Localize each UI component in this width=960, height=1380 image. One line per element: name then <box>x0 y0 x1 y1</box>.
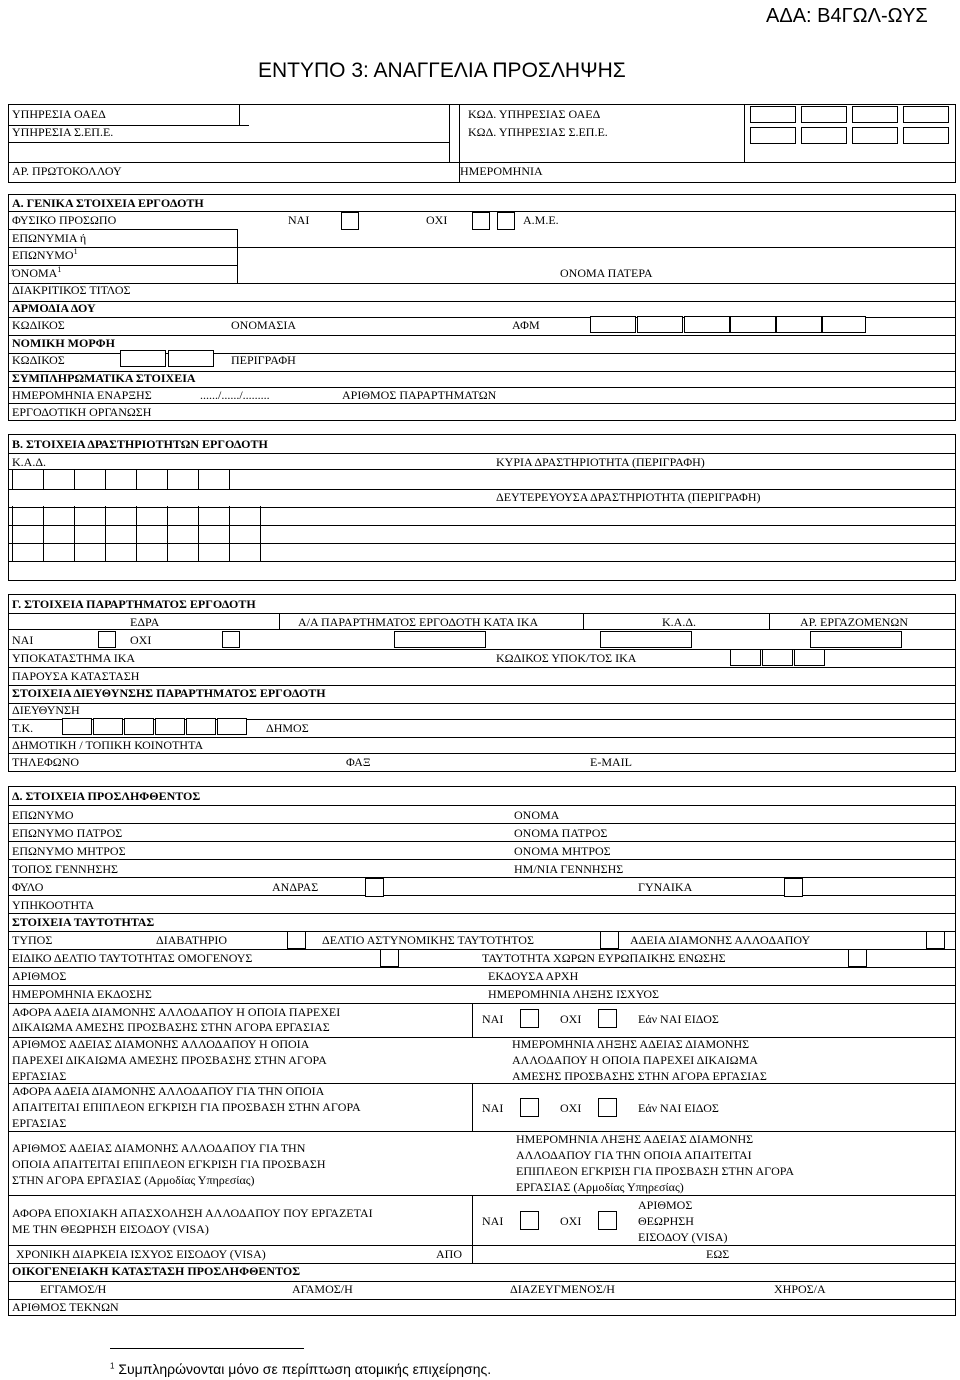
section-d <box>8 786 956 1316</box>
secondary-activity-label: ΔΕΥΤΕΡΕΥΟΥΣΑ ΔΡΑΣΤΗΡΙΟΤΗΤΑ (ΠΕΡΙΓΡΑΦΗ) <box>496 490 761 504</box>
start-date-label: ΗΜΕΡΟΜΗΝΙΑ ΕΝΑΡΞΗΣ <box>12 388 152 402</box>
hire-surname-label: ΕΠΩΝΥΜΟ <box>12 808 74 822</box>
branches-label: ΑΡΙΘΜΟΣ ΠΑΡΑΡΤΗΜΑΤΩΝ <box>342 388 497 402</box>
legal-form-code-label: ΚΩΔΙΚΟΣ <box>12 353 65 367</box>
branch-no-label: Α/Α ΠΑΡΑΡΤΗΜΑΤΟΣ ΕΡΓΟΔΟΤΗ ΚΑΤΑ ΙΚΑ <box>298 615 539 629</box>
oaed-label: ΥΠΗΡΕΣΙΑ ΟΑΕΔ <box>12 107 106 121</box>
natural-person-label: ΦΥΣΙΚΟ ΠΡΟΣΩΠΟ <box>12 213 117 227</box>
surname-label: ΕΠΩΝΥΜΟ$^1$ <box>12 247 78 262</box>
tk-label: Τ.Κ. <box>12 721 34 735</box>
phone-label: ΤΗΛΕΦΩΝΟ <box>12 755 80 769</box>
doy-code-label: ΚΩΔΙΚΟΣ <box>12 318 65 332</box>
passport-label: ΔΙΑΒΑΤΗΡΙΟ <box>156 933 228 947</box>
q1-yes-label: ΝΑΙ <box>482 1012 504 1026</box>
community-label: ΔΗΜΟΤΙΚΗ / ΤΟΠΙΚΗ ΚΟΙΝΟΤΗΤΑ <box>12 738 204 752</box>
e2-line-2: ΑΛΛΟΔΑΠΟΥ ΓΙΑ ΤΗΝ ΟΠΟΙΑ ΑΠΑΙΤΕΙΤΑΙ <box>516 1148 752 1162</box>
kad-c-input[interactable] <box>600 631 692 648</box>
section-b-title: Β. ΣΤΟΙΧΕΙΑ ΔΡΑΣΤΗΡΙΟΤΗΤΩΝ ΕΡΓΟΔΟΤΗ <box>12 437 268 451</box>
id-number-label: ΑΡΙΘΜΟΣ <box>12 969 67 983</box>
q2-yes-checkbox[interactable] <box>520 1098 539 1117</box>
legal-form-title: ΝΟΜΙΚΗ ΜΟΡΦΗ <box>12 336 115 350</box>
id-title: ΣΤΟΙΧΕΙΑ ΤΑΥΤΟΤΗΤΑΣ <box>12 915 155 929</box>
omogenis-checkbox[interactable] <box>380 949 399 967</box>
kad-c-label: Κ.Α.Δ. <box>662 615 697 629</box>
ika-branch-label: ΥΠΟΚΑΤΑΣΤΗΜΑ ΙΚΑ <box>12 651 136 665</box>
female-label: ΓΥΝΑΙΚΑ <box>638 880 693 894</box>
address-title: ΣΤΟΙΧΕΙΑ ΔΙΕΥΘΥΝΣΗΣ ΠΑΡΑΡΤΗΜΑΤΟΣ ΕΡΓΟΔΟΤΗ <box>12 686 326 700</box>
date-label: ΗΜΕΡΟΜΗΝΙΑ <box>460 164 543 178</box>
birthdate-label: ΗΜ/ΝΙΑ ΓΕΝΝΗΣΗΣ <box>514 862 624 876</box>
municipality-label: ΔΗΜΟΣ <box>266 721 309 735</box>
q2-no-label: ΟΧΙ <box>560 1101 582 1115</box>
fax-label: ΦΑΞ <box>346 755 371 769</box>
gender-label: ΦΥΛΟ <box>12 880 44 894</box>
omogenis-label: ΕΙΔΙΚΟ ΔΕΛΤΙΟ ΤΑΥΤΟΤΗΤΑΣ ΟΜΟΓΕΝΟΥΣ <box>12 951 253 965</box>
code-oaed-label: ΚΩΔ. ΥΠΗΡΕΣΙΑΣ ΟΑΕΔ <box>468 107 601 121</box>
section-a-title: Α. ΓΕΝΙΚΑ ΣΤΟΙΧΕΙΑ ΕΡΓΟΔΟΤΗ <box>12 196 204 210</box>
branch-no-input[interactable] <box>394 631 486 648</box>
visa-to-label: ΕΩΣ <box>706 1247 730 1261</box>
hire-father-surname-label: ΕΠΩΝΥΜΟ ΠΑΤΡΟΣ <box>12 826 123 840</box>
doy-name-label: ΟΝΟΜΑΣΙΑ <box>231 318 296 332</box>
seat-yes-label: ΝΑΙ <box>12 633 34 647</box>
footnote-separator <box>110 1348 304 1349</box>
n2-line-2: ΟΠΟΙΑ ΑΠΑΙΤΕΙΤΑΙ ΕΠΙΠΛΕΟΝ ΕΓΚΡΙΣΗ ΓΙΑ ΠΡΟΣΒΑΣΗ <box>12 1157 326 1171</box>
single-label: ΑΓΑΜΟΣ/Η <box>292 1282 353 1296</box>
q3-line-1: ΑΦΟΡΑ ΕΠΟΧΙΑΚΗ ΑΠΑΣΧΟΛΗΣΗ ΑΛΛΟΔΑΠΟΥ ΠΟΥ ΕΡΓΑΖΕΤΑΙ <box>12 1206 373 1220</box>
seat-yes-checkbox[interactable] <box>98 631 116 648</box>
sepe-label: ΥΠΗΡΕΣΙΑ Σ.ΕΠ.Ε. <box>12 125 114 139</box>
hire-father-name-label: ΟΝΟΜΑ ΠΑΤΡΟΣ <box>514 826 608 840</box>
visa-duration-label: ΧΡΟΝΙΚΗ ΔΙΑΡΚΕΙΑ ΙΣΧΥΟΣ ΕΙΣΟΔΟΥ (VISA) <box>16 1247 266 1261</box>
issuer-label: ΕΚΔΟΥΣΑ ΑΡΧΗ <box>488 969 579 983</box>
section-d-title: Δ. ΣΤΟΙΧΕΙΑ ΠΡΟΣΛΗΦΘΕΝΤΟΣ <box>12 789 201 803</box>
employees-input[interactable] <box>810 631 902 648</box>
seat-no-label: ΟΧΙ <box>130 633 152 647</box>
q2-line-2: ΑΠΑΙΤΕΙΤΑΙ ΕΠΙΠΛΕΟΝ ΕΓΚΡΙΣΗ ΓΙΑ ΠΡΟΣΒΑΣΗ ΣΤΗΝ ΑΓΟΡΑ <box>12 1100 361 1114</box>
n1-line-3: ΕΡΓΑΣΙΑΣ <box>12 1069 67 1083</box>
footnote: $^1$ Συμπληρώνονται μόνο σε περίπτωση ατομικής επιχείρησης. <box>110 1361 492 1377</box>
e1-line-1: ΗΜΕΡΟΜΗΝΙΑ ΛΗΞΗΣ ΑΔΕΙΑΣ ΔΙΑΜΟΝΗΣ <box>512 1037 750 1051</box>
hire-mother-surname-label: ΕΠΩΝΥΜΟ ΜΗΤΡΟΣ <box>12 844 126 858</box>
page-title: ΕΝΤΥΠΟ 3: ΑΝΑΓΓΕΛΙΑ ΠΡΟΣΛΗΨΗΣ <box>258 59 626 82</box>
q1-no-label: ΟΧΙ <box>560 1012 582 1026</box>
children-label: ΑΡΙΘΜΟΣ ΤΕΚΝΩΝ <box>12 1300 119 1314</box>
ika-code-label: ΚΩΔΙΚΟΣ ΥΠΟΚ/ΤΟΣ ΙΚΑ <box>496 651 637 665</box>
q3-yes-checkbox[interactable] <box>520 1211 539 1230</box>
n1-line-1: ΑΡΙΘΜΟΣ ΑΔΕΙΑΣ ΔΙΑΜΟΝΗΣ ΑΛΛΟΔΑΠΟΥ Η ΟΠΟΙΑ <box>12 1037 310 1051</box>
male-label: ΑΝΔΡΑΣ <box>272 880 319 894</box>
seat-label: ΕΔΡΑ <box>130 615 160 629</box>
section-b <box>8 434 956 581</box>
natural-person-yes-checkbox[interactable] <box>341 212 359 230</box>
afm-label: ΑΦΜ <box>512 318 540 332</box>
n2-line-1: ΑΡΙΘΜΟΣ ΑΔΕΙΑΣ ΔΙΑΜΟΝΗΣ ΑΛΛΟΔΑΠΟΥ ΓΙΑ ΤΗΝ <box>12 1141 306 1155</box>
eu-id-label: ΤΑΥΤΟΤΗΤΑ ΧΩΡΩΝ ΕΥΡΩΠΑΙΚΗΣ ΕΝΩΣΗΣ <box>482 951 726 965</box>
start-date-input[interactable]: ....../....../......... <box>200 388 270 402</box>
brand-or-label: ΕΠΩΝΥΜΙΑ ή <box>12 231 87 245</box>
distinct-title-label: ΔΙΑΚΡΙΤΙΚΟΣ ΤΙΤΛΟΣ <box>12 283 131 297</box>
q1-line-1: ΑΦΟΡΑ ΑΔΕΙΑ ΔΙΑΜΟΝΗΣ ΑΛΛΟΔΑΠΟΥ Η ΟΠΟΙΑ ΠΑΡΕΧΕΙ <box>12 1005 341 1019</box>
n1-line-2: ΠΑΡΕΧΕΙ ΔΙΚΑΙΩΜΑ ΑΜΕΣΗΣ ΠΡΟΣΒΑΣΗΣ ΣΤΗΝ ΑΓΟΡΑ <box>12 1053 327 1067</box>
natural-person-yes-label: ΝΑΙ <box>288 213 310 227</box>
q2-line-3: ΕΡΓΑΣΙΑΣ <box>12 1116 67 1130</box>
legal-form-code-box[interactable] <box>120 350 166 367</box>
q1-line-2: ΔΙΚΑΙΩΜΑ ΑΜΕΣΗΣ ΠΡΟΣΒΑΣΗΣ ΣΤΗΝ ΑΓΟΡΑ ΕΡΓΑΣΙΑΣ <box>12 1020 330 1034</box>
divorced-label: ΔΙΑΖΕΥΓΜΕΝΟΣ/Η <box>510 1282 615 1296</box>
q3-no-checkbox[interactable] <box>598 1211 617 1230</box>
q2-line-1: ΑΦΟΡΑ ΑΔΕΙΑ ΔΙΑΜΟΝΗΣ ΑΛΛΟΔΑΠΟΥ ΓΙΑ ΤΗΝ ΟΠΟΙΑ <box>12 1084 325 1098</box>
ame-label: Α.Μ.Ε. <box>523 213 559 227</box>
natural-person-no-label: ΟΧΙ <box>426 213 448 227</box>
married-label: ΕΓΓΑΜΟΣ/Η <box>40 1282 107 1296</box>
q3-no-label: ΟΧΙ <box>560 1214 582 1228</box>
eu-id-checkbox[interactable] <box>848 949 867 967</box>
residence-permit-label: ΑΔΕΙΑ ΔΙΑΜΟΝΗΣ ΑΛΛΟΔΑΠΟΥ <box>630 933 811 947</box>
legal-form-code-box-2[interactable] <box>168 350 214 367</box>
q1-yes-checkbox[interactable] <box>520 1009 539 1028</box>
doy-title: ΑΡΜΟΔΙΑ ΔΟΥ <box>12 301 96 315</box>
e1-line-2: ΑΛΛΟΔΑΠΟΥ Η ΟΠΟΙΑ ΠΑΡΕΧΕΙ ΔΙΚΑΙΩΜΑ <box>512 1053 758 1067</box>
visa-line-3: ΕΙΣΟΔΟΥ (VISA) <box>638 1230 728 1244</box>
nationality-label: ΥΠΗΚΟΟΤΗΤΑ <box>12 898 95 912</box>
expiry-date-label: ΗΜΕΡΟΜΗΝΙΑ ΛΗΞΗΣ ΙΣΧΥΟΣ <box>488 987 659 1001</box>
extra-title: ΣΥΜΠΛΗΡΩΜΑΤΙΚΑ ΣΤΟΙΧΕΙΑ <box>12 371 196 385</box>
org-label: ΕΡΓΟΔΟΤΙΚΗ ΟΡΓΑΝΩΣΗ <box>12 405 152 419</box>
hire-name-label: ΟΝΟΜΑ <box>514 808 560 822</box>
status-label: ΠΑΡΟΥΣΑ ΚΑΤΑΣΤΑΣΗ <box>12 669 140 683</box>
q3-line-2: ΜΕ ΤΗΝ ΘΕΩΡΗΣΗ ΕΙΣΟΔΟΥ (VISA) <box>12 1222 209 1236</box>
main-activity-label: ΚΥΡΙΑ ΔΡΑΣΤΗΡΙΟΤΗΤΑ (ΠΕΡΙΓΡΑΦΗ) <box>496 455 705 469</box>
section-c-title: Γ. ΣΤΟΙΧΕΙΑ ΠΑΡΑΡΤΗΜΑΤΟΣ ΕΡΓΟΔΟΤΗ <box>12 597 256 611</box>
code-sepe-label: ΚΩΔ. ΥΠΗΡΕΣΙΑΣ Σ.ΕΠ.Ε. <box>468 125 608 139</box>
q2-no-checkbox[interactable] <box>598 1098 617 1117</box>
widowed-label: ΧΗΡΟΣ/Α <box>774 1282 826 1296</box>
hire-mother-name-label: ΟΝΟΜΑ ΜΗΤΡΟΣ <box>514 844 611 858</box>
e2-line-4: ΕΡΓΑΣΙΑΣ (Αρμοδίας Υπηρεσίας) <box>516 1180 684 1194</box>
e1-line-3: ΑΜΕΣΗΣ ΠΡΟΣΒΑΣΗΣ ΣΤΗΝ ΑΓΟΡΑ ΕΡΓΑΣΙΑΣ <box>512 1069 767 1083</box>
residence-permit-checkbox[interactable] <box>926 931 945 949</box>
passport-checkbox[interactable] <box>287 931 306 949</box>
natural-person-no-checkbox[interactable] <box>472 212 490 230</box>
employees-label: ΑΡ. ΕΡΓΑΖΟΜΕΝΩΝ <box>800 615 909 629</box>
male-checkbox[interactable] <box>365 878 384 897</box>
visa-from-label: ΑΠΟ <box>436 1247 462 1261</box>
family-title: ΟΙΚΟΓΕΝΕΙΑΚΗ ΚΑΤΑΣΤΑΣΗ ΠΡΟΣΛΗΦΘΕΝΤΟΣ <box>12 1264 301 1278</box>
n2-line-3: ΣΤΗΝ ΑΓΟΡΑ ΕΡΓΑΣΙΑΣ (Αρμοδίας Υπηρεσίας) <box>12 1173 255 1187</box>
email-label: E-MAIL <box>590 755 632 769</box>
q1-no-checkbox[interactable] <box>598 1009 617 1028</box>
police-id-label: ΔΕΛΤΙΟ ΑΣΤΥΝΟΜΙΚΗΣ ΤΑΥΤΟΤΗΤΟΣ <box>322 933 534 947</box>
female-checkbox[interactable] <box>784 878 803 897</box>
ada-code: ΑΔΑ: Β4ΓΩΛ-ΩΥΣ <box>766 5 928 27</box>
q1-type-label: Εάν ΝΑΙ ΕΙΔΟΣ <box>638 1012 719 1026</box>
q2-yes-label: ΝΑΙ <box>482 1101 504 1115</box>
police-id-checkbox[interactable] <box>600 931 619 949</box>
protocol-label: ΑΡ. ΠΡΩΤΟΚΟΛΛΟΥ <box>12 164 122 178</box>
e2-line-3: ΕΠΙΠΛΕΟΝ ΕΓΚΡΙΣΗ ΓΙΑ ΠΡΟΣΒΑΣΗ ΣΤΗΝ ΑΓΟΡΑ <box>516 1164 795 1178</box>
kad-label: Κ.Α.Δ. <box>12 455 47 469</box>
q2-type-label: Εάν ΝΑΙ ΕΙΔΟΣ <box>638 1101 719 1115</box>
visa-line-2: ΘΕΩΡΗΣΗ <box>638 1214 694 1228</box>
e2-line-1: ΗΜΕΡΟΜΗΝΙΑ ΛΗΞΗΣ ΑΔΕΙΑΣ ΔΙΑΜΟΝΗΣ <box>516 1132 754 1146</box>
name-label: ΌΝΟΜΑ$^1$ <box>12 265 62 280</box>
father-name-label: ΟΝΟΜΑ ΠΑΤΕΡΑ <box>560 266 653 280</box>
visa-line-1: ΑΡΙΘΜΟΣ <box>638 1198 693 1212</box>
legal-form-description-label: ΠΕΡΙΓΡΑΦΗ <box>231 353 296 367</box>
issue-date-label: ΗΜΕΡΟΜΗΝΙΑ ΕΚΔΟΣΗΣ <box>12 987 152 1001</box>
q3-yes-label: ΝΑΙ <box>482 1214 504 1228</box>
address-label: ΔΙΕΥΘΥΝΣΗ <box>12 703 80 717</box>
id-type-label: ΤΥΠΟΣ <box>12 933 53 947</box>
birthplace-label: ΤΟΠΟΣ ΓΕΝΝΗΣΗΣ <box>12 862 118 876</box>
seat-no-checkbox[interactable] <box>222 631 240 648</box>
